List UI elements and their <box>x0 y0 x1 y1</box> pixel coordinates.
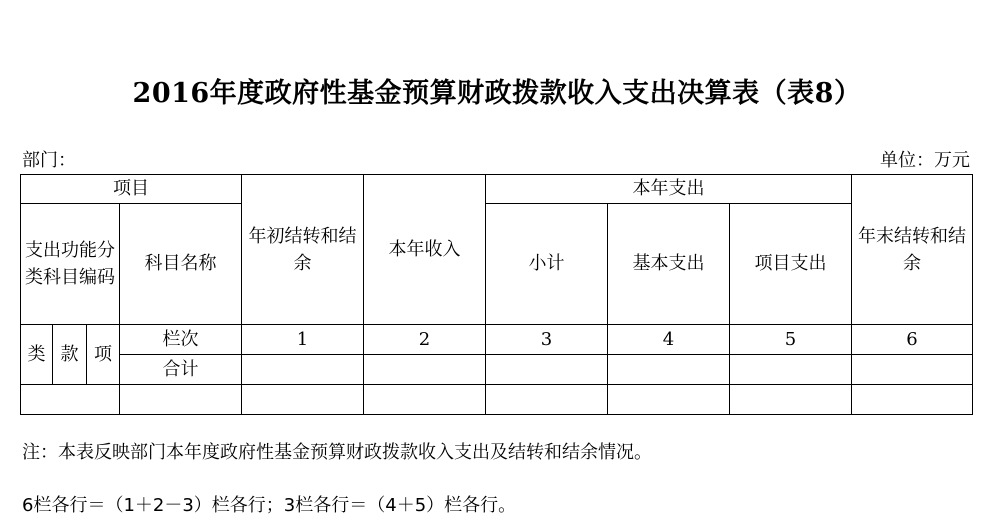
header-closing-balance-text: 年末结转和结余 <box>858 225 967 274</box>
total-cell-1 <box>242 355 364 385</box>
header-opening-balance <box>242 175 364 325</box>
data-row-cell-3 <box>486 385 608 415</box>
header-basic-expenditure: 基本支出 <box>608 204 730 325</box>
total-cell-3 <box>486 355 608 385</box>
header-income: 本年收入 <box>364 175 486 325</box>
header-section: 款 <box>53 325 87 385</box>
total-cell-4 <box>608 355 730 385</box>
total-label: 合计 <box>120 355 242 385</box>
column-index-label: 栏次 <box>120 325 242 355</box>
data-row-name-cell <box>120 385 242 415</box>
footnote-formula: 6栏各行＝（1＋2－3）栏各行；3栏各行＝（4＋5）栏各行。 <box>22 495 517 516</box>
total-cell-5 <box>730 355 852 385</box>
total-cell-2 <box>364 355 486 385</box>
header-row-1 <box>21 175 973 204</box>
column-number-3: 3 <box>486 325 608 355</box>
column-index-row <box>21 325 973 355</box>
header-func-code <box>21 204 120 325</box>
data-row <box>21 385 973 415</box>
data-row-code-cell <box>21 385 120 415</box>
header-item-group: 项目 <box>21 175 242 204</box>
column-number-4: 4 <box>608 325 730 355</box>
header-opening-balance-text: 年初结转和结余 <box>248 225 357 274</box>
total-row <box>21 355 973 385</box>
department-label: 部门： <box>22 150 76 171</box>
column-number-5: 5 <box>730 325 852 355</box>
data-row-cell-4 <box>608 385 730 415</box>
column-number-1: 1 <box>242 325 364 355</box>
header-item: 项 <box>87 325 120 385</box>
total-cell-6 <box>852 355 973 385</box>
data-row-cell-2 <box>364 385 486 415</box>
column-number-2: 2 <box>364 325 486 355</box>
unit-label: 单位：万元 <box>880 150 970 171</box>
header-func-code-text: 支出功能分类科目编码 <box>25 240 115 288</box>
header-subtotal: 小计 <box>486 204 608 325</box>
footnote-description: 注：本表反映部门本年度政府性基金预算财政拨款收入支出及结转和结余情况。 <box>22 442 652 463</box>
data-row-cell-5 <box>730 385 852 415</box>
page-title: 2016年度政府性基金预算财政拨款收入支出决算表（表8） <box>132 78 862 109</box>
data-row-cell-1 <box>242 385 364 415</box>
column-number-6: 6 <box>852 325 973 355</box>
header-row-2 <box>21 204 973 325</box>
header-subject-name: 科目名称 <box>120 204 242 325</box>
header-closing-balance <box>852 175 973 325</box>
header-category: 类 <box>21 325 53 385</box>
budget-table <box>20 174 973 415</box>
header-expenditure-group: 本年支出 <box>486 175 852 204</box>
data-row-cell-6 <box>852 385 973 415</box>
header-project-expenditure: 项目支出 <box>730 204 852 325</box>
